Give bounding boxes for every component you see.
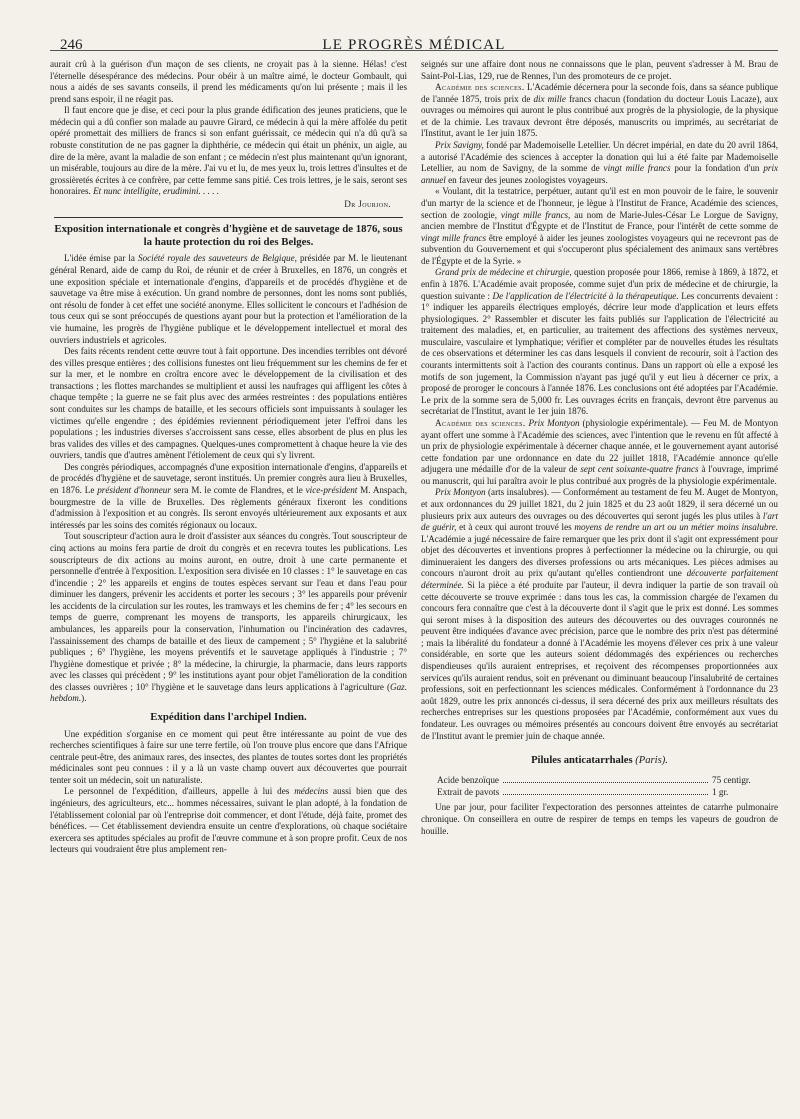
page-header — [50, 0, 778, 51]
ingredient-line — [421, 774, 778, 786]
paragraph: Grand prix de médecine et chirurgie, question proposée pour 1866, remise à 1869, à 1872, et enfin à 1876. L'Académie avait proposée, comme sujet d'un prix de médecine et de chirurgie, la question suivante : De l'application de l'électricité à la thérapeutique. Les concurrents devaient : 1° indiquer les appareils électriques employés, décrire leur mode d'application et leurs effets physiologiques. 2° Rassembler et discuter les faits publiés sur l'application de l'électricité au traitement des maladies, et, en particulier, au traitement des affections des systèmes nerveux, musculaire, vasculaire et lymphatique; vérifier et compléter par de nouvelles études les résultats de ces observations et déterminer les cas dans lesquels il convient de recourir, soit à l'action des courants intermittents soit à l'action des courants continus. Dans un rapport où elle a exposé les motifs de son jugement, la Commission n'ayant pas jugé qu'il y eut lieu à décerner ce prix, a proposé de proroger le concours à l'année 1876. Les conclusions ont été adoptées par l'Académie. Le prix de la somme sera de 5,000 fr. Les ouvrages écrits en français, devront être parvenus au secrétariat de l'Institut, avant le 1er juin 1876. — [421, 267, 778, 417]
paragraph: Il faut encore que je dise, et ceci pour la plus grande édification des jeunes praticiens, que le médecin qui a dû confier son malade au pauvre Girard, ce médecin à qui la mère affolée du petit opéré promettait des milliers de francs si son enfant guérissait, ce médecin qui n'a dû qu'à sa robuste constitution de ne pas gagner la diphthérie, ce médecin qui était un phénix, un aigle, au dire de la mère, avant la maladie de son enfant ; ce médecin n'est plus maintenant qu'un ignorant, un misérable, toujours au dire de la mère. J'ai vu et lu, de mes yeux lu, trois lettres d'insultes et de grossièretés écrites à ce confrère, par cette femme sans pitié. Ces trois lettres, je le sais, seront ses honoraires. Et nunc intelligite, erudimini. . . . . — [50, 105, 407, 197]
dot-leader — [503, 774, 708, 783]
latin-quote: Et nunc intelligite, erudimini. . . . . — [93, 186, 220, 197]
paragraph: Prix Montyon (arts insalubres). — Conformément au testament de feu M. Auget de Montyon, et aux ordonnances du 29 juillet 1821, du 2 juin 1825 et du 23 août 1829, il sera décerné un ou plusieurs prix aux auteurs des ouvrages ou des découvertes qui seront jugés les plus utiles à l'art de guérir, et à ceux qui auront trouvé les moyens de rendre un art ou un métier moins insalubre. L'Académie a jugé nécessaire de faire remarquer que les prix dont il s'agit ont expressément pour objet des découvertes et inventions propres à perfectionner la médecine ou la chirurgie, ou qui diminueraient les dangers des diverses professions ou arts mécaniques. Les pièces admises au concours n'auront droit au prix qu'autant qu'elles contiendront une découverte parfaitement déterminée. Si la pièce a été produite par l'auteur, il devra indiquer la partie de son travail où cette découverte se trouve exprimée : dans tous les cas, la commission chargée de l'examen du concours fera connaître que c'est à la découverte dont il s'agit que le prix est donné. Les sommes qui seront mises à la disposition des auteurs des découvertes ou des ouvrages couronnés ne peuvent être indiquées d'avance avec précision, parce que le nombre des prix n'est pas déterminé ; mais la libéralité du fondateur a donné à l'Académie les moyens d'élever ces prix à une valeur considérable, en sorte que les auteurs soient dédommagés des expériences ou recherches dispendieuses qu'ils auraient entreprises, et reçoivent des récompenses proportionnées aux services qu'ils auraient rendus, soit en prévenant ou diminuant beaucoup l'insalubrité de certaines professions, soit en perfectionnant les sciences médicales. Conformément à l'ordonnance du 23 août 1829, outre les prix annoncés ci-dessus, il sera décerné des prix aux meilleurs résultats des recherches entreprises sur les questions proposées par l'Académie, conformément aux vues du fondateur. Les ouvrages ou mémoires présentés au concours doivent être envoyés au secrétariat de l'Institut avant le premier juin de chaque année. — [421, 487, 779, 741]
signature: Dr Jourjon. — [344, 198, 391, 209]
paragraph: « Voulant, dit la testatrice, perpétuer, autant qu'il est en mon pouvoir de le faire, le souvenir d'un martyr de la science et de l'honneur, je lègue à l'Institut de France, Académie des sciences, section de zoologie, vingt mille francs, au nom de Marie-Jules-César Le Lorgue de Savigny, ancien membre de l'Institut d'Égypte et de l'Institut de France, pour l'intérêt de cette somme de vingt mille francs être employé à aider les jeunes zoologistes voyageurs qui ne recevront pas de subvention du Gouvernement et qui s'occuperont plus spécialement des animaux sans vertèbres de l'Égypte et de la Syrie. » — [421, 186, 779, 266]
paragraph: Une expédition s'organise en ce moment qui peut être intéressante au point de vue des recherches scientifiques à faire sur une terre fertile, où l'on trouve plus encore que dans l'Afrique centrale peut-être, des animaux rares, des insectes, des plantes de toutes sortes dont les propriétés médicinales sont peu connues : il y a là un vaste champ ouvert aux découvertes que pourrait tenter soit un médecin, soit un naturaliste. — [50, 728, 407, 785]
section-title-exposition: Exposition internationale et congrès d'hygiène et de sauvetage de 1876, sous la haute protection du roi des Belges. — [54, 217, 403, 250]
paragraph: Tout souscripteur d'action aura le droit d'assister aux séances du congrès. Tout souscripteur de cinq actions au moins fera partie de droit du congrès et en recevra toutes les publications. Les souscripteurs de dix actions au moins auront, en outre, droit à une carte permanente et personnelle d'entrée à l'exposition. L'exposition sera divisée en 10 classes : 1° le sauvetage en cas d'incendie ; 2° les appareils et engins de toutes espèces servant sur l'eau et dans l'eau pour diminuer les dangers, prévenir les accidents et porter les secours ; 3° les appareils pour prévenir les accidents de la circulation sur les routes, les tramways et les chemins de fer ; 4° les secours en temps de guerre, comprenant les moyens de transports, les appareils chirurgicaux, les ambulances, les appareils pour la conservation, l'inhumation ou l'incinération des cadavres, l'assainissement des champs de bataille et des lieux de campement ; 5° l'hygiène et la salubrité publiques ; 6° l'hygiène, les moyens préventifs et le sauvetage appliqués à l'industrie ; 7° l'hygiène domestique et privée ; 8° la médecine, la chirurgie, la pharmacie, dans leurs rapports avec les classes qui précèdent ; 9° les institutions ayant pour objet l'amélioration de la condition des classes ouvrières ; 10° l'hygiène et le sauvetage dans leurs applications à l'agriculture (Gaz. hebdom.). — [50, 531, 407, 704]
paragraph: aurait crû à la guérison d'un maçon de ses clients, ne croyait pas à la sienne. Hélas! c'est l'éternelle désespérance des médecins. Pour obéir à un maître aimé, le docteur Gombault, qui nous a aidés de ses savants conseils, il prend les médicaments qu'on lui présente ; mais il les prend sans espoir, il ne réagit pas. — [50, 59, 407, 104]
paragraph: Académie des sciences. L'Académie décernera pour la seconde fois, dans sa séance publique de l'année 1875, trois prix de dix mille francs chacun (fondation du docteur Louis Lacaze), aux ouvrages ou mémoires qui auront le plus contribué aux progrès de la physiologie, de la physique et de la chimie. Les travaux devront être déposés, manuscrits ou imprimés, au secrétariat de l'Institut, avant le 1er juin 1875. — [421, 82, 779, 139]
paragraph: L'idée émise par la Société royale des sauveteurs de Belgique, présidée par M. le lieutenant général Renard, aide de camp du Roi, de réunir et de créer à Bruxelles, en 1876, un congrès et une exposition spéciale et internationale d'engins, d'appareils et de procédés d'hygiène et de sauvetage va être mise à exécution. Un grand nombre de personnes, dont les noms sont publiés, ont résolu de fonder à cet effet une société anonyme. Elles sollicitent le concours et l'adhésion de tous ceux qui se sont préoccupés de questions ayant pour but la protection et l'amélioration de la vie humaine, les progrès de l'hygiène publique et le développement intellectuel et moral des ouvriers industriels et agricoles. — [50, 253, 408, 345]
paragraph: Académie des sciences. Prix Montyon (physiologie expérimentale). — Feu M. de Montyon ayant offert une somme à l'Académie des sciences, avec l'intention que le revenu en fût affecté à un prix de physiologie expérimentale à décerner chaque année, et le gouvernement ayant autorisé cette fondation par une ordonnance en date du 22 juillet 1818, l'Académie annonce qu'elle adjugera une médaille d'or de la valeur de sept cent soixante-quatre francs à l'ouvrage, imprimé ou manuscrit, qui lui paraîtra avoir le plus contribué aux progrès de la physiologie expérimentale. — [421, 417, 779, 486]
paragraph: Le personnel de l'expédition, d'ailleurs, appelle à lui des médecins aussi bien que des ingénieurs, des agriculteurs, etc... hommes nécessaires, suivant le plan adopté, à la fondation de l'établissement colonial par où l'entreprise doit commencer, et dont l'étude, déjà faite, promet des bénéfices. — Cet établissement deviendra ensuite un centre d'explorations, où chaque sociétaire exercera ses aptitudes spéciales au profit de l'œuvre commune et à son propre profit. Ceux de nos lecteurs qui voudraient être plus amplement ren- — [50, 786, 407, 855]
paragraph: Des congrès périodiques, accompagnés d'une exposition internationale d'engins, d'appareils et de procédés d'hygiène et de sauvetage, seront institués. Un premier congrès aura lieu à Bruxelles, en 1876. Le président d'honneur sera M. le comte de Flandres, et le vice-président M. Anspach, bourgmestre de la ville de Bruxelles. Des règlements généraux fixeront les conditions d'admission à l'exposition et au congrès. Ils seront envoyés ultérieurement aux exposants et aux intéressés par les soins des comités régionaux ou locaux. — [50, 461, 408, 530]
paragraph: Des faits récents rendent cette œuvre tout à fait opportune. Des incendies terribles ont dévoré des villes presque entières ; des collisions funestes ont lieu fréquemment sur les chemins de fer et sur la mer, et le nombre en croîtra encore avec le développement de la civilisation et des transactions ; les flottes marchandes se multiplient et aussi les naufrages qui affligent les côtes à chaque tempête ; la guerre ne se fait plus avec des armées restreintes : des populations entières sont conduites sur les champs de bataille, et les secours officiels sont impuissants à soulager les victimes qu'elle engendre ; des épidémies reviennent périodiquement jeter l'effroi dans les populations ; les industries diverses s'accroissent sans cesse, elles absorbent de plus en plus les bras valides des villes et des campagnes. Quelques-unes compromettent à chaque heure la vie des ouvriers, tandis que d'autres amènent l'étiolement de ceux qui s'y livrent. — [50, 346, 407, 461]
ingredient-quantity: 1 gr. — [712, 786, 729, 797]
left-column — [50, 59, 407, 856]
section-title-pilules: Pilules anticatarrhales (Paris). — [531, 755, 668, 767]
journal-title: LE PROGRÈS MÉDICAL — [322, 37, 506, 53]
section-title-expedition: Expédition dans l'archipel Indien. — [150, 711, 307, 724]
ingredient-quantity: 75 centigr. — [712, 774, 751, 785]
paragraph: seignés sur une affaire dont nous ne connaissons que le plan, peuvent s'adresser à M. Brau de Saint-Pol-Lias, 129, rue de Rennes, l'un des promoteurs de ce projet. — [421, 59, 778, 81]
ingredient-name: Extrait de pavots — [437, 786, 500, 797]
dot-leader — [503, 786, 708, 795]
ingredient-name: Acide benzoïque — [437, 774, 499, 785]
page-number: 246 — [60, 37, 83, 53]
paragraph: Prix Savigny, fondé par Mademoiselle Letellier. Un décret impérial, en date du 20 avril 1864, a autorisé l'Académie des sciences à accepter la donation qui lui a été faite par Mademoiselle Letellier, au nom de Savigny, de la somme de vingt mille francs pour la fondation d'un prix annuel en faveur des jeunes zoologistes voyageurs. — [421, 140, 779, 185]
right-column — [421, 59, 778, 856]
ingredient-line — [421, 786, 778, 798]
paragraph: Une par jour, pour faciliter l'expectoration des personnes atteintes de catarrhe pulmonaire chronique. On conseillera en outre de respirer de temps en temps les vapeurs de goudron de houille. — [421, 802, 778, 836]
article-columns — [50, 59, 778, 856]
